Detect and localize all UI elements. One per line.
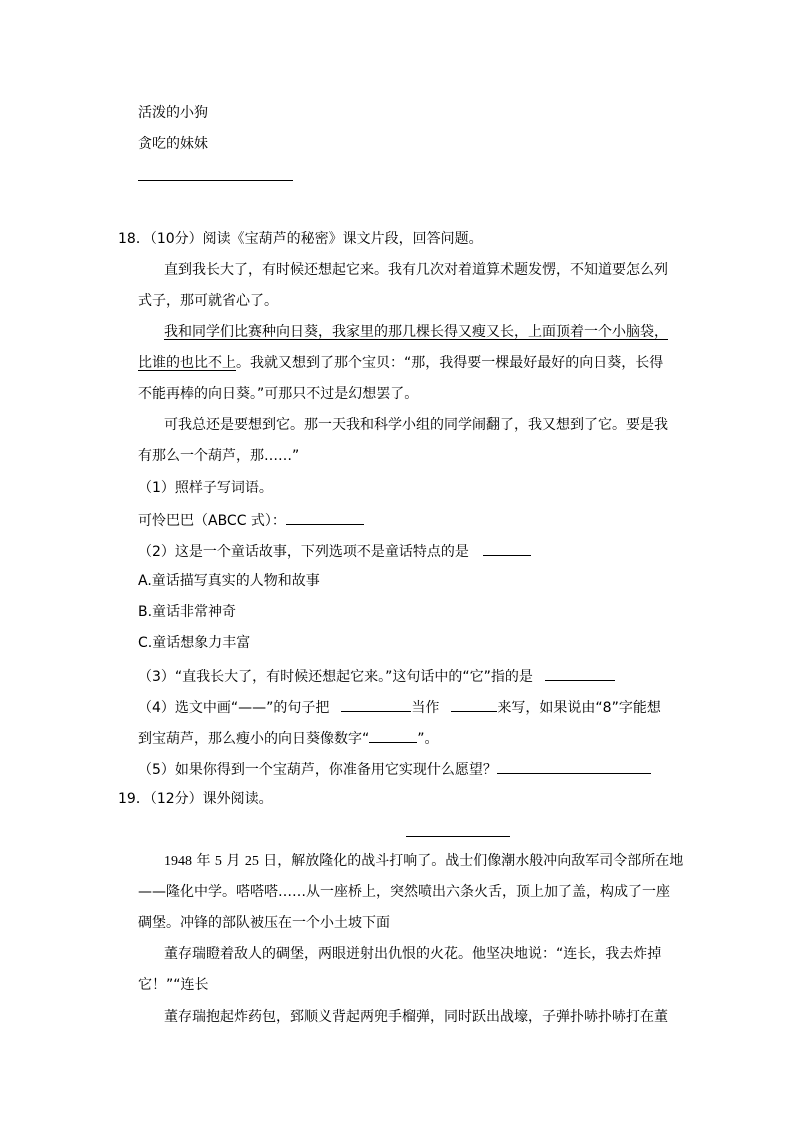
option-a: A.童话描写真实的人物和故事: [138, 573, 320, 589]
passage-line: 董存瑞瞪着敌人的碉堡，两眼迸射出仇恨的火花。他坚决地说：“连长，我去炸掉: [164, 946, 662, 962]
answer-blank[interactable]: [545, 666, 615, 681]
passage-text: 年: [192, 853, 215, 869]
answer-blank[interactable]: [286, 510, 364, 525]
passage-line: 可我总还是要想到它。那一天我和科学小组的同学闹翻了，我又想到了它。要是我: [164, 417, 668, 433]
example-phrase: 活泼的小狗: [138, 105, 208, 121]
sub-question-1: （1）照样子写词语。: [138, 480, 273, 496]
passage-line: [164, 852, 683, 871]
sub-question-4-cont: [138, 728, 439, 748]
sub-question-5: [138, 759, 651, 779]
sub-question-3: [138, 666, 615, 686]
sub-question-1-example: [138, 510, 364, 530]
passage-line: 它！”“连长: [138, 977, 209, 993]
question-text: 来写，如果说由“8”字能想: [497, 700, 661, 716]
question-text: （4）选文中画“——”的句子把: [138, 700, 330, 716]
title-blank-line: [406, 836, 510, 837]
answer-blank[interactable]: [369, 728, 417, 743]
passage-line: 不能再棒的向日葵。”可那只不过是幻想罢了。: [138, 386, 419, 402]
sub-question-2: [138, 541, 531, 561]
day-number: 25: [244, 854, 259, 869]
question-text: ”。: [417, 731, 439, 747]
passage-text: 。我就又想到了那个宝贝：“那，我得要一棵最好最好的向日葵，长得: [236, 355, 664, 371]
answer-blank[interactable]: [483, 541, 531, 556]
passage-line: 有那么一个葫芦，那……”: [138, 448, 300, 464]
month-number: 5: [214, 854, 222, 869]
question-18-header: 18．（10分）阅读《宝葫芦的秘密》课文片段，回答问题。: [118, 231, 483, 247]
passage-text: 月: [221, 853, 245, 869]
question-19-header: 19．（12分）课外阅读。: [118, 791, 273, 807]
example-label: 可怜巴巴（ABCC 式）：: [138, 513, 286, 529]
passage-line: ——隆化中学。嗒嗒嗒……从一座桥上，突然喷出六条火舌，顶上加了盖，构成了一座: [138, 884, 670, 900]
question-text: （5）如果你得到一个宝葫芦，你准备用它实现什么愿望？: [138, 762, 497, 778]
question-text: 到宝葫芦，那么瘦小的向日葵像数字“: [138, 731, 370, 747]
answer-blank[interactable]: [341, 697, 411, 712]
question-text: 当作: [411, 700, 440, 716]
passage-text: 日，解放隆化的战斗打响了。战士们像潮水般冲向敌军司令部所在地: [258, 853, 684, 869]
underlined-sentence: 比谁的也比不上: [138, 355, 236, 371]
question-text: （3）“直我长大了，有时候还想起它来。”这句话中的“它”指的是: [138, 669, 533, 685]
question-text: （2）这是一个童话故事，下列选项不是童话特点的是: [138, 544, 469, 560]
passage-line: 董存瑞抱起炸药包，郅顺义背起两兜手榴弹，同时跃出战壕，子弹扑哧扑哧打在董: [164, 1009, 668, 1025]
passage-line: [138, 354, 663, 372]
passage-line: 式子，那可就省心了。: [138, 293, 278, 309]
year-number: 1948: [164, 854, 192, 869]
option-b: B.童话非常神奇: [138, 604, 237, 620]
answer-blank[interactable]: [497, 759, 651, 774]
passage-line: 碉堡。冲锋的部队被压在一个小土坡下面: [138, 915, 390, 931]
option-c: C.童话想象力丰富: [138, 635, 251, 651]
underlined-sentence: 我和同学们比赛种向日葵，我家里的那几棵长得又瘦又长，上面顶着一个小脑袋，: [164, 324, 668, 340]
answer-blank[interactable]: [451, 697, 497, 712]
example-phrase: 贪吃的妹妹: [138, 136, 208, 152]
sub-question-4: [138, 697, 661, 717]
passage-line: 直到我长大了，有时候还想起它来。我有几次对着道算术题发愣，不知道要怎么列: [164, 262, 668, 278]
answer-line: [138, 180, 293, 181]
